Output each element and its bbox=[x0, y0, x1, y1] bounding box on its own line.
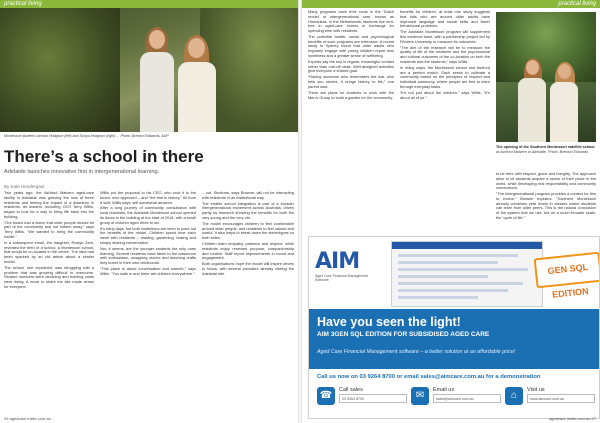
ad-contact-label: Call sales bbox=[339, 387, 363, 393]
ad-headline-band bbox=[309, 309, 599, 369]
paragraph: Experts say the key is regular, meaningful contact rather than one-off visits. Well-designed activities give everyone a shared goal. bbox=[308, 58, 394, 74]
ad-contact-label: Visit us bbox=[527, 387, 545, 393]
ad-email-us[interactable] bbox=[411, 385, 501, 413]
paragraph: The Adelaide Montessori program will supplement this evidence base, with a partnership project led by Flinders University to measure its outcomes. bbox=[400, 29, 490, 44]
article-column-4 bbox=[308, 10, 394, 210]
paragraph: There are plans for students to work with the Men’s Group to build a garden for the community. bbox=[308, 89, 394, 100]
paragraph: The school, she explained, was struggling with a problem that was growing difficult to overcome. Student numbers were declining and building costs were rising. A move to share the site made sense for everyone. bbox=[4, 264, 94, 289]
paragraph: “Our board had a vision that older people should be part of the community and not hidden away,” says Terry Willis. “We wanted to bring the community inside.” bbox=[4, 219, 94, 239]
ad-contact-value: sales@aimcare.com.au bbox=[433, 394, 501, 403]
article-column-2 bbox=[100, 191, 196, 405]
paragraph: Many programs have their roots in the ‘Dutch model’ of intergenerational care, known as Humanitas. In the Netherlands, students live rent-free in aged-care homes in exchange for spending time with residents. bbox=[308, 10, 394, 33]
email-icon: ✉ bbox=[411, 387, 429, 405]
paragraph: “The intergenerational program provides a context for this to evolve,” Browne explains. “Southern Montessori already combines year levels in classes where students can learn from older peers. This is the natural conclusion of the system that we use, but on a much broader scale, the ‘cycle of life’.” bbox=[496, 191, 596, 220]
sidebar-photo bbox=[496, 12, 596, 142]
page-spine bbox=[298, 0, 302, 423]
article-photo bbox=[0, 8, 298, 132]
ad-logo bbox=[315, 249, 375, 282]
paragraph: Children learn empathy, patience and respect, while residents enjoy renewed purpose, companionship and routine. Staff report improvements in mood and engagement. bbox=[202, 241, 294, 261]
section-bar-left bbox=[0, 0, 298, 8]
footer-right: agedcare insite.com.au 27 bbox=[549, 416, 596, 421]
paragraph: benefits for children, at least one study suggests that kids who are around older adults have improved language and social skills and fewer behavioural problems. bbox=[400, 10, 490, 29]
paragraph: It’s early days, but both institutions are keen to point out the benefits of the model. Children spend time each week with residents – reading, gardening, baking and simply sharing conversation. bbox=[100, 225, 196, 245]
aim-logo-tagline: Aged Care Financial Management Software bbox=[315, 274, 369, 282]
paragraph: Nor, it seems, are the younger students the only ones learning. Several residents have taken to the classroom with enthusiasm, swapping stories and teaching crafts they learnt in their own childhoods. bbox=[100, 245, 196, 266]
article-headline: There’s a school in there bbox=[4, 147, 204, 166]
paragraph: “This place is about conversation and warmth,” says Willis. “You walk in and there are children everywhere.” bbox=[100, 266, 196, 276]
ad-software-screenshot bbox=[391, 241, 543, 307]
paragraph: Both organisations hope the model will inspire others to follow, with several providers already visiting the Adelaide site. bbox=[202, 261, 294, 276]
paragraph: The enable school integration is part of a broader intergenerational movement across Australia, driven partly by research showing the benefits for both the very young and the very old. bbox=[202, 200, 294, 220]
ad-headline: Have you seen the light! bbox=[317, 315, 461, 329]
paragraph: “It’s not just about the children,” says Willis. “It’s about all of us.” bbox=[400, 89, 490, 100]
footer-left: 26 agedcare insite.com.au bbox=[4, 416, 51, 421]
article-subhead: Adelaide launches innovative first in intergenerational learning. bbox=[4, 169, 160, 175]
aim-logo-mark: AIM bbox=[315, 249, 360, 274]
paragraph: Willis put the proposal to his CEO, who took it to the board, who approved – and “the rest is history.” All from a visit, Willis says, still somewhat amazed. bbox=[100, 191, 196, 205]
photo-tree bbox=[496, 12, 596, 82]
paragraph: “Having someone who remembers the war, who tells you stories, it brings history to life,” one parent said. bbox=[308, 74, 394, 89]
photo-person-right bbox=[550, 64, 578, 142]
ad-visit-us[interactable] bbox=[505, 385, 595, 413]
paragraph: – out. Students, says Browne, will not be interacting with residents in an institutional way. bbox=[202, 191, 294, 200]
photo-foliage bbox=[0, 8, 120, 132]
caption-title: The opening of the Southern Montessori satellite school bbox=[496, 145, 595, 149]
paragraph: After a long journey of community consultation with local residents, the Adelaide Montessori school opened its doors in the building at the start of 2018, with a small group of children aged three to six. bbox=[100, 205, 196, 225]
ad-contact-value: 03 9264 8700 bbox=[339, 394, 407, 403]
article-column-5 bbox=[400, 10, 490, 210]
ad-tagline: Aged Care Financial Management software – a better solution at an affordable price! bbox=[317, 349, 516, 355]
article-column-1 bbox=[4, 191, 94, 405]
ad-contact-section bbox=[309, 369, 599, 418]
phone-icon: ☎ bbox=[317, 387, 335, 405]
paragraph: In many ways, the Montessori school and Ashford are a perfect match. Each seeks to cultivate a community based on the principles of respect and individual autonomy, where people are free to learn through everyday tasks. bbox=[400, 64, 490, 89]
photo-person-boy bbox=[140, 30, 174, 132]
web-icon: ⌂ bbox=[505, 387, 523, 405]
section-label-left: practical living bbox=[4, 1, 42, 7]
caption-text: at Ashford Malvern in Adelaide. Photo: Brenton Edwards bbox=[496, 149, 588, 154]
article-column-3 bbox=[202, 191, 294, 405]
paragraph: to be here with respect, grace and integrity. The approach aims to let students acquire a sense of their place in the world, while developing real responsibility and community connections. bbox=[496, 172, 596, 191]
ad-top bbox=[309, 237, 599, 309]
aim-advertisement[interactable] bbox=[308, 236, 600, 419]
ad-subline: AIM 3GEN SQL EDITION FOR SUBSIDISED AGED CARE bbox=[317, 331, 490, 338]
paragraph: Two years ago, the Ashford Malvern aged-care facility in Adelaide was grieving the loss of three residents and feeling the impact of a downturn in residents. Its leaders, including CEO Terry Willis, began to look for a way to bring life back into the building. bbox=[4, 191, 94, 219]
section-bar-right bbox=[302, 0, 600, 8]
article-byline: By Kate Hendergast bbox=[4, 184, 45, 189]
section-label-right: practical living bbox=[558, 1, 596, 7]
sql-edition-badge: GEN SQL EDITION bbox=[534, 252, 600, 289]
paragraph: The model encourages children to feel comfortable around older people, and residents to feel valued and useful. It also helps to break down the stereotypes on both sides. bbox=[202, 220, 294, 241]
paragraph: In a subsequent email, the daughter, Roslyn Zerk, revealed the birth of a school, a Montessori school, that would be co-located in the centre. The idea had been sparked by an old article about a similar model. bbox=[4, 239, 94, 264]
article-column-6 bbox=[496, 172, 596, 234]
ad-contact-label: Email us bbox=[433, 387, 455, 393]
ad-call-line: Call us now on 03 9264 8700 or email sales@aimcare.com.au for a demonstration bbox=[317, 374, 541, 380]
photo-person-left bbox=[518, 60, 546, 142]
ad-call-sales[interactable] bbox=[317, 385, 407, 413]
ad-contact-value: www.aimcare.com.au bbox=[527, 394, 595, 403]
photo-caption: Montessori student Lachlan Hodgson (left) and Sonya Hodgson (right) ... Photo: Brenton Edwards, AAP bbox=[4, 134, 169, 138]
paragraph: “The aim of the research will be to measure the quality of life of the residents and the psychosocial and cultural outcomes of the co-location on both the residents and the students,” says Willis. bbox=[400, 44, 490, 64]
photo-person-woman bbox=[176, 38, 216, 132]
sidebar-photo-caption bbox=[496, 145, 596, 154]
paragraph: The potential health, social and psychological benefits of such programs are extensive. A recent study in Sydney found that older adults who regularly engage with young children report less loneliness and a greater sense of wellbeing. bbox=[308, 33, 394, 58]
